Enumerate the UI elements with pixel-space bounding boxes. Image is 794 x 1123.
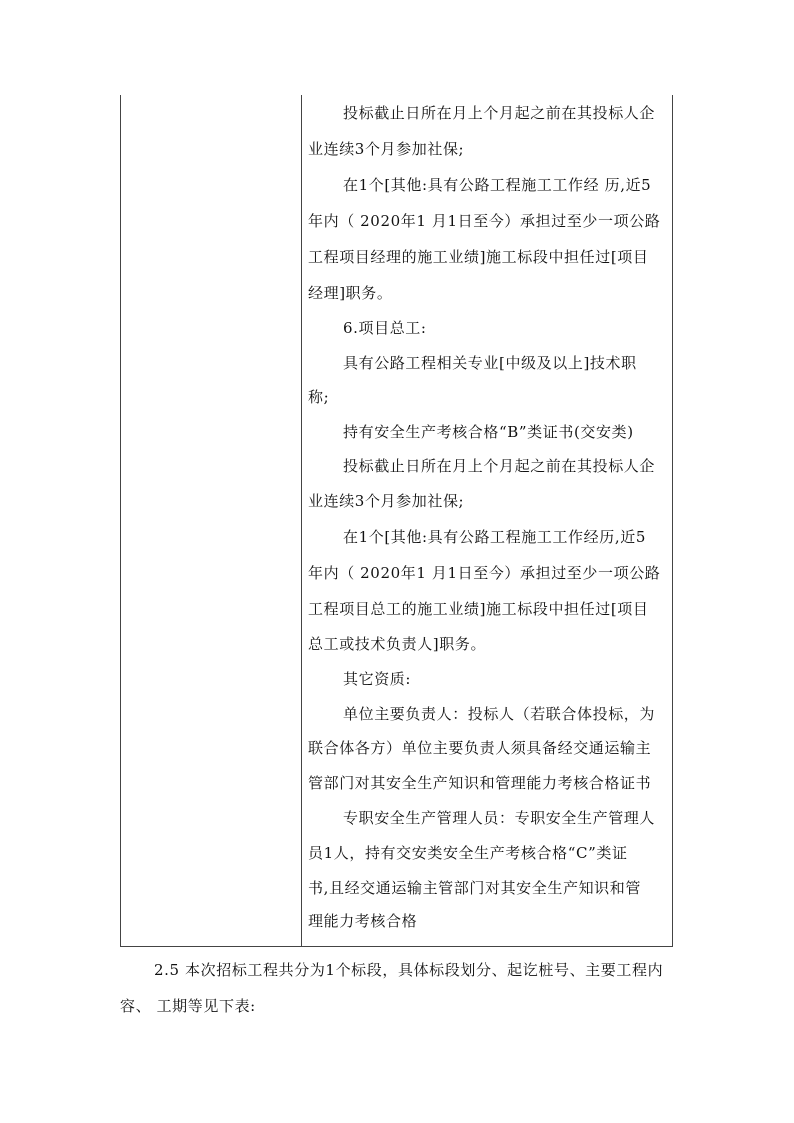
text-line: 书,且经交通运输主管部门对其安全生产知识和管 bbox=[308, 879, 641, 897]
text-line: 工程项目经理的施工业绩]施工标段中担任过[项目 bbox=[308, 248, 649, 266]
text-line: 单位主要负责人：投标人（若联合体投标，为 bbox=[343, 705, 656, 723]
text-line: 专职安全生产管理人员：专职安全生产管理人 bbox=[343, 809, 656, 827]
column-divider bbox=[301, 95, 302, 946]
text-line: 称; bbox=[308, 388, 330, 406]
section-2-5-line1: 2.5 本次招标工程共分为1个标段，具体标段划分、起讫桩号、主要工程内 bbox=[154, 961, 664, 979]
text-line: 经理]职务。 bbox=[308, 284, 393, 302]
text-line: 具有公路工程相关专业[中级及以上]技术职 bbox=[343, 354, 637, 372]
section-2-5-line2: 容、 工期等见下表: bbox=[120, 997, 256, 1015]
text-line: 在1个[其他:具有公路工程施工工作经 历,近5 bbox=[343, 176, 652, 194]
text-line: 投标截止日所在月上个月起之前在其投标人企 bbox=[343, 104, 656, 122]
text-line: 6.项目总工: bbox=[343, 319, 427, 337]
text-line: 持有安全生产考核合格“B”类证书(交安类) bbox=[343, 423, 634, 441]
text-line: 总工或技术负责人]职务。 bbox=[308, 635, 487, 653]
text-line: 在1个[其他:具有公路工程施工工作经历,近5 bbox=[343, 528, 646, 546]
text-line: 联合体各方）单位主要负责人须具备经交通运输主 bbox=[308, 739, 652, 757]
requirements-table bbox=[120, 95, 673, 947]
text-line: 年内（ 2020年1 月1日至今）承担过至少一项公路 bbox=[308, 212, 661, 230]
text-line: 投标截止日所在月上个月起之前在其投标人企 bbox=[343, 457, 656, 475]
text-line: 理能力考核合格 bbox=[308, 912, 418, 930]
text-line: 其它资质: bbox=[343, 670, 412, 688]
text-line: 管部门对其安全生产知识和管理能力考核合格证书 bbox=[308, 774, 652, 792]
text-line: 员1人，持有交安类安全生产考核合格“C”类证 bbox=[308, 844, 628, 862]
text-line: 工程项目总工的施工业绩]施工标段中担任过[项目 bbox=[308, 600, 649, 618]
text-line: 业连续3个月参加社保; bbox=[308, 140, 465, 158]
text-line: 年内（ 2020年1 月1日至今）承担过至少一项公路 bbox=[308, 564, 661, 582]
text-line: 业连续3个月参加社保; bbox=[308, 492, 465, 510]
